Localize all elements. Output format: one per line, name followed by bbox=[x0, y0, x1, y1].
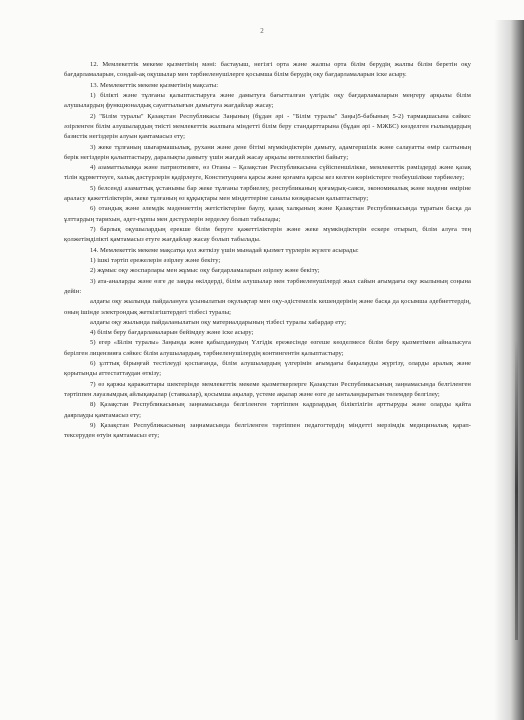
paragraph-14-8: 8) Қазақстан Республикасының заңнамасында белгіленген тәртіппен кадрлардың біліктілігін арттыруды және оларды қайта даярлауды қамтамасыз ету; bbox=[64, 401, 471, 419]
paragraph-14-1: 1) ішкі тәртіп ережелерін әзірлеу және бекіту; bbox=[90, 256, 221, 264]
paragraph-14-6: 6) ұлттық бірыңғай тестілеуді қоспағанда, білім алушылардың үлгерімін ағымдағы бақылауды жүргізу, оларды аралық және қорытынды аттестаттаудан өткізу; bbox=[64, 360, 471, 378]
paragraph-13-6: 6) отандық және әлемдік мәдениеттің жетістіктеріне баулу, қазақ халқының және Қазақстан Республикасында тұратын басқа да ұлттардың тарихын, әдет-ғұрпы мен дәстүрлерін зерделеу болып табылады; bbox=[64, 205, 471, 223]
paragraph-13-4: 4) азаматтылыққа және патриотизмге, өз Отаны – Қазақстан Республикасына сүйіспеншілікке, мемлекеттік рәміздерді және қазақ тілін құрметтеуге, халық дәстүрлерін қадірлеуге, Конституцияға қарсы және қоғамға қарсы кез келген көріністерге төзбеушілікке тәрбиелеу; bbox=[64, 164, 471, 182]
paragraph-14-3: 3) ата-аналарды және өзге де заңды өкілдерді, білім алушылар мен тәрбиеленушілерді жыл сайын ағымдағы оқу жылының соңына дейін: bbox=[64, 277, 471, 295]
paragraph-14-3-b: алдағы оқу жылында пайдаланылатын оқу материалдарының тізбесі туралы хабардар ету; bbox=[90, 318, 347, 326]
document-body bbox=[64, 60, 471, 442]
paragraph-14-4: 4) білім беру бағдарламаларын бейімдеу және іске асыру; bbox=[90, 329, 254, 337]
page-number: 2 bbox=[260, 27, 264, 35]
paragraph-13-3: 3) жеке тұлғаның шығармашылық, рухани және дене бітімі мүмкіндіктерін дамыту, адамгершілік және салауатты өмір салтының берік негіздерін қалыптастыру, даралықты дамыту үшін жағдай жасау арқылы интеллектіні байыту; bbox=[64, 143, 471, 161]
paragraph-14-9: 9) Қазақстан Республикасының заңнамасында белгіленген тәртіппен педагогтердің міндетті мерзімдік медициналық қарап-тексеруден өтуін қамтамасыз ету; bbox=[64, 421, 471, 440]
paragraph-13-2: 2) "Білім туралы" Қазақстан Республикасы Заңының (бұдан әрі - "Білім туралы" Заңы)5-бабының 5-2) тармақшасына сәйкес әзірленген білім алушылардың тиісті мемлекеттік жалпыға міндетті білім беру стандарттарына (бұдан әрі - МЖБС) көзделген ғылымдардың базистік негіздерін алуын қамтамасыз ету; bbox=[64, 112, 471, 141]
paragraph-13: 13. Мемлекеттік мекеме қызметінің мақсаты: bbox=[90, 81, 219, 89]
paragraph-13-7: 7) барлық оқушылардың ерекше білім беруге қажеттіліктерін және жеке мүмкіндіктерін ескере отырып, білім алуға тең қолжетімділікті қамтамасыз етуге жағдайлар жасау болып табылады. bbox=[64, 226, 471, 244]
paragraph-12: 12. Мемлекеттік мекеме қызметінің мәні: бастауыш, негізгі орта және жалпы орта білім берудің жалпы білім беретін оқу бағдарламаларын, сондай-ақ оқушылар мен тәрбиеленушілерге қосымша білім берудің оқу бағдарламаларын іске асыру. bbox=[64, 61, 471, 79]
paragraph-14-3-a: алдағы оқу жылында пайдалануға ұсынылатын оқулықтар мен оқу-әдістемелік кешендерінің және басқа да қосымша әдебиеттердің, оның ішінде электрондық жеткізгіштердегі тізбесі туралы; bbox=[64, 298, 471, 316]
paragraph-14-2: 2) жұмыс оқу жоспарлары мен жұмыс оқу бағдарламаларын әзірлеу және бекіту; bbox=[90, 267, 320, 275]
paragraph-14-5: 5) егер «Білім туралы» Заңында және қабылданудың Үлгідік ережесінде өзгеше көзделмесе білім беру қызметімен айналысуға берілген лицензияға сәйкес білім алушылардың, тәрбиеленушілердің контингентін қалыптастыру; bbox=[64, 339, 471, 357]
scan-shadow-streak bbox=[515, 340, 518, 640]
paragraph-13-1: 1) білікті және тұлғаны қалыптастыруға және дамытуға бағытталған үлгідік оқу бағдарламаларын меңгеру арқылы білім алушылардың функционалдық сауаттылығын дамытуға жағдайлар жасау; bbox=[64, 91, 471, 110]
paragraph-14: 14. Мемлекеттік мекеме мақсатқа қол жеткізу үшін мынадай қызмет түрлерін жүзеге асырады: bbox=[90, 246, 359, 254]
scan-shadow-edge bbox=[494, 20, 524, 720]
paragraph-13-5: 5) белсенді азаматтық ұстанымы бар жеке тұлғаны тәрбиелеу, республиканың қоғамдық-саяси, экономикалық және мәдени өміріне араласу қажеттіліктерін, жеке тұлғаның өз құқықтары мен міндеттеріне саналы көзқарасын қалыптастыру; bbox=[64, 184, 471, 203]
paragraph-14-7: 7) өз қаржы қаражаттары шектерінде мемлекеттік мекеме қызметкерлерге Қазақстан Республикасының заңнамасында белгіленген тәртіппен лауазымдық айлықақылар (ставкалар), қосымша ақылар, үстеме ақылар және өзге де ынталандыратын төлемдер белгілеу; bbox=[64, 380, 471, 398]
